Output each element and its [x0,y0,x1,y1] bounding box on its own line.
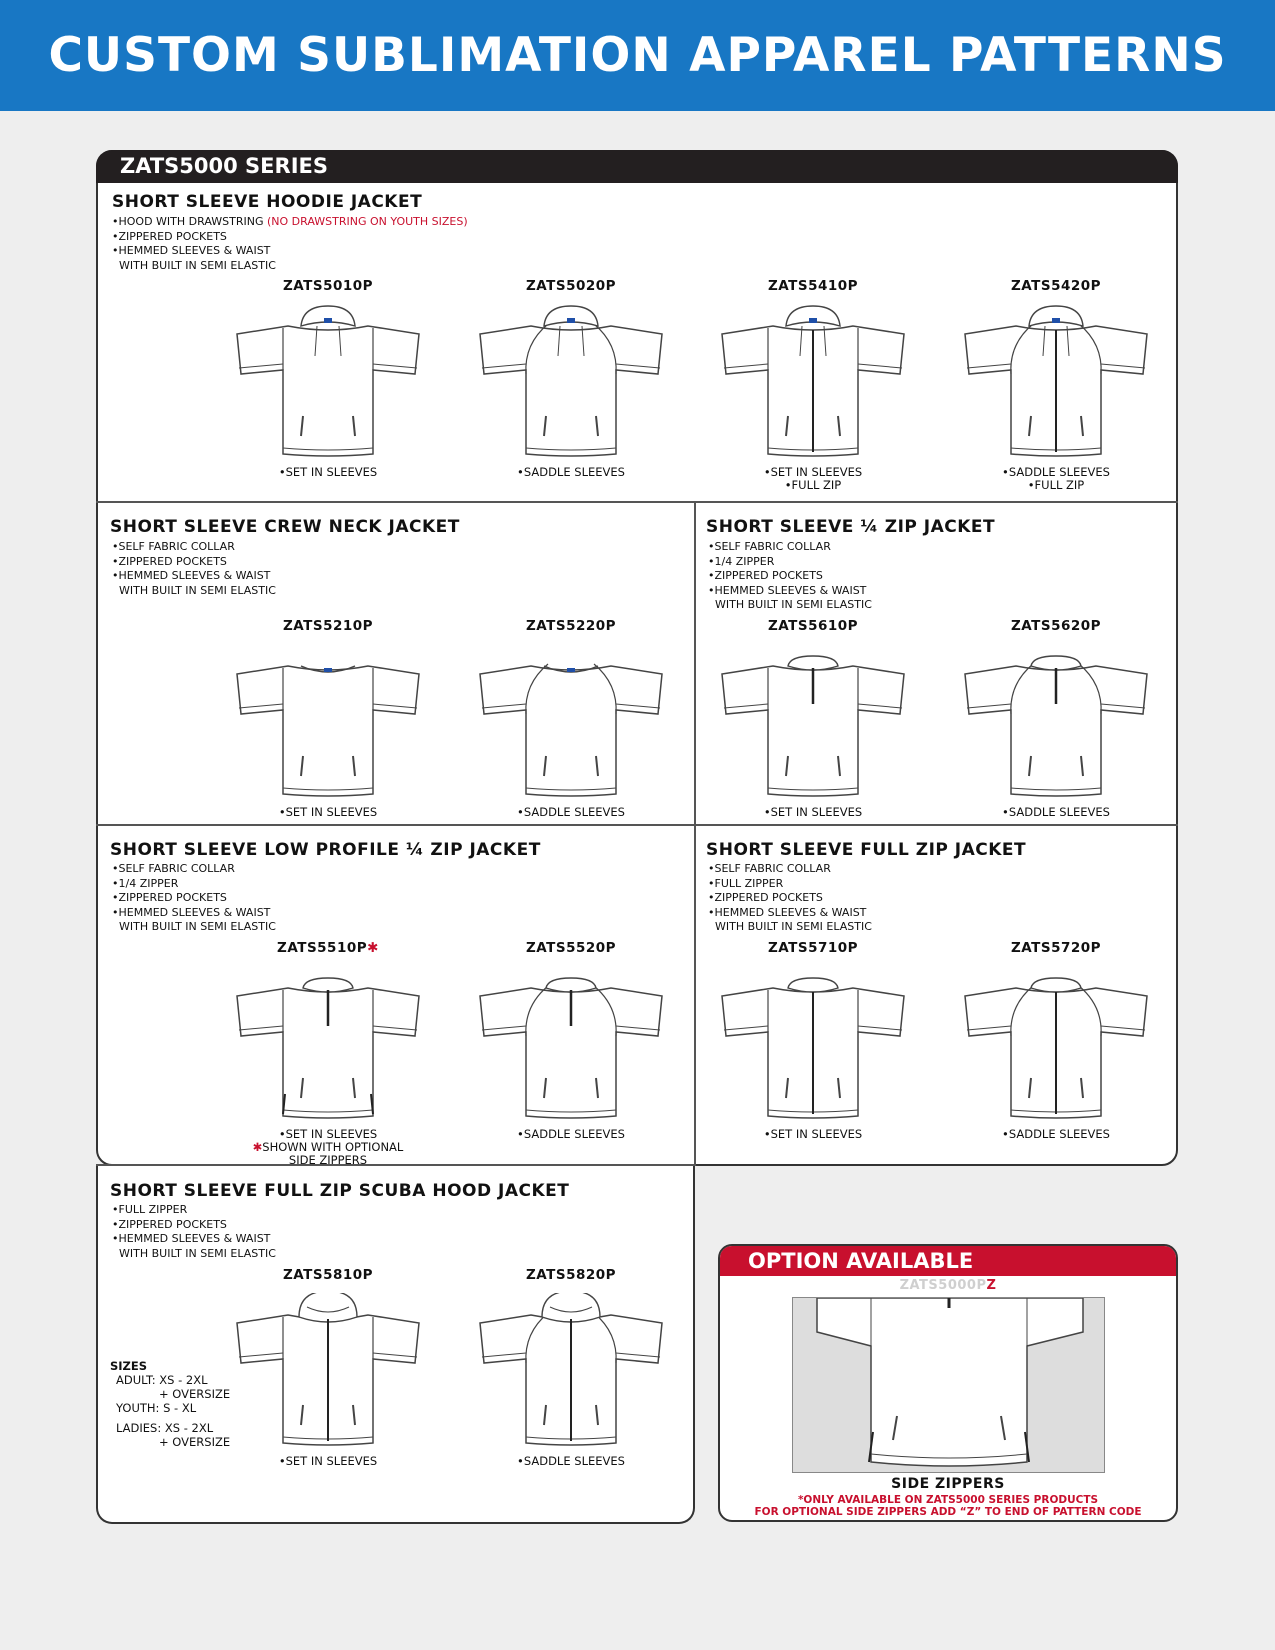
option-code: ZATS5000PZ [899,1278,997,1293]
garment-drawing [476,1293,666,1451]
product-code: ZATS5610P [767,618,859,634]
product-code: ZATS5620P [1010,618,1102,634]
garment-drawing [476,966,666,1124]
option-panel [718,1244,1178,1522]
garment-drawing [718,304,908,462]
stand-collar [788,656,838,670]
product-zats5410p[interactable] [713,278,913,492]
feature-item: • ZIPPERED POCKETS [112,891,276,906]
product-zats5010p[interactable] [228,278,428,479]
feature-item: • FULL ZIPPER [708,877,872,892]
product-zats5810p[interactable] [228,1267,428,1468]
product-caption: • SADDLE SLEEVES [471,466,671,479]
product-zats5420p[interactable] [956,278,1156,492]
asterisk-icon: ✱ [367,940,379,956]
product-zats5510p[interactable] [228,940,428,1167]
feature-item: • ZIPPERED POCKETS [708,891,872,906]
garment-drawing [476,644,666,802]
product-caption: • SADDLE SLEEVES [956,806,1156,819]
product-caption: • SET IN SLEEVES ✱SHOWN WITH OPTIONAL SIDE ZIPPERS [228,1128,428,1167]
product-zats5620p[interactable] [956,618,1156,819]
feature-item: • HEMMED SLEEVES & WAIST WITH BUILT IN SEMI ELASTIC [112,569,276,598]
feature-item: • HEMMED SLEEVES & WAIST WITH BUILT IN SEMI ELASTIC [112,906,276,935]
feature-list [708,540,872,613]
product-zats5020p[interactable] [471,278,671,479]
stand-collar [1031,656,1081,670]
section-title: SHORT SLEEVE FULL ZIP SCUBA HOOD JACKET [110,1181,570,1201]
feature-item: • HEMMED SLEEVES & WAIST WITH BUILT IN SEMI ELASTIC [112,244,468,273]
section-title: SHORT SLEEVE CREW NECK JACKET [110,517,460,537]
feature-item: • ZIPPERED POCKETS [112,555,276,570]
product-caption: • SET IN SLEEVES [228,806,428,819]
product-caption: • SADDLE SLEEVES [471,1455,671,1468]
garment-drawing [961,304,1151,462]
product-caption: • SADDLE SLEEVES • FULL ZIP [956,466,1156,492]
product-zats5520p[interactable] [471,940,671,1141]
product-zats5820p[interactable] [471,1267,671,1468]
sizes-block [110,1359,230,1449]
product-zats5610p[interactable] [713,618,913,819]
garment-closeup-drawing [793,1298,1105,1473]
feature-item: • HEMMED SLEEVES & WAIST WITH BUILT IN SEMI ELASTIC [112,1232,276,1261]
garment-drawing [233,966,423,1124]
stand-collar [788,978,838,992]
feature-item: • 1/4 ZIPPER [708,555,872,570]
garment-drawing [233,644,423,802]
product-code: ZATS5520P [525,940,617,956]
product-caption: • SADDLE SLEEVES [471,1128,671,1141]
product-caption: • SADDLE SLEEVES [471,806,671,819]
garment-drawing [233,1293,423,1451]
feature-list [708,862,872,935]
asterisk-icon: ✱ [252,1140,263,1154]
feature-list [112,215,468,273]
garment-outline [480,326,662,456]
logo-tag [324,668,332,672]
option-label: SIDE ZIPPERS [891,1476,1005,1492]
product-caption: • SET IN SLEEVES [228,1455,428,1468]
series-heading: ZATS5000 SERIES [96,150,1178,183]
feature-item: • SELF FABRIC COLLAR [708,862,872,877]
product-code: ZATS5210P [282,618,374,634]
side-zipper-closeup [792,1297,1105,1473]
feature-list [112,862,276,935]
section-title: SHORT SLEEVE FULL ZIP JACKET [706,840,1027,860]
logo-tag [567,668,575,672]
sizes-adult-extra: + OVERSIZE [159,1387,231,1401]
sizes-title: SIZES [110,1359,148,1373]
product-zats5720p[interactable] [956,940,1156,1141]
product-code: ZATS5720P [1010,940,1102,956]
garment-drawing [961,644,1151,802]
logo-tag [567,318,575,323]
product-code: ZATS5810P [282,1267,374,1283]
section-title: SHORT SLEEVE HOODIE JACKET [112,192,423,212]
option-note: *ONLY AVAILABLE ON ZATS5000 SERIES PRODUCTS FOR OPTIONAL SIDE ZIPPERS ADD “Z” TO END OF PATTERN CODE [754,1494,1142,1518]
product-caption: • SET IN SLEEVES [713,1128,913,1141]
garment-drawing [718,644,908,802]
divider [96,824,1178,826]
feature-list [112,540,276,598]
product-code: ZATS5410P [767,278,859,294]
feature-item: • FULL ZIPPER [112,1203,276,1218]
feature-item: • SELF FABRIC COLLAR [112,862,276,877]
product-caption: • SET IN SLEEVES • FULL ZIP [713,466,913,492]
stand-collar [1031,978,1081,992]
feature-item: • 1/4 ZIPPER [112,877,276,892]
product-code: ZATS5710P [767,940,859,956]
product-caption: • SET IN SLEEVES [228,466,428,479]
feature-item: • HOOD WITH DRAWSTRING (NO DRAWSTRING ON YOUTH SIZES) [112,215,468,230]
garment-outline [237,666,419,796]
feature-item: • ZIPPERED POCKETS [112,1218,276,1233]
feature-item: • HEMMED SLEEVES & WAIST WITH BUILT IN SEMI ELASTIC [708,584,872,613]
feature-item: • ZIPPERED POCKETS [708,569,872,584]
product-caption: • SADDLE SLEEVES [956,1128,1156,1141]
sizes-adult: ADULT: XS - 2XL [116,1373,208,1387]
sizes-ladies-extra: + OVERSIZE [159,1435,231,1449]
section-title: SHORT SLEEVE ¼ ZIP JACKET [706,517,996,537]
option-heading: OPTION AVAILABLE [720,1246,1176,1276]
product-code: ZATS5020P [525,278,617,294]
stand-collar [303,978,353,992]
feature-item: • ZIPPERED POCKETS [112,230,468,245]
product-zats5220p[interactable] [471,618,671,819]
sizes-youth: YOUTH: S - XL [116,1401,197,1415]
logo-tag [1052,318,1060,323]
garment-drawing [718,966,908,1124]
garment-outline [480,666,662,796]
garment-outline [817,1298,1083,1466]
section-title: SHORT SLEEVE LOW PROFILE ¼ ZIP JACKET [110,840,541,860]
product-code: ZATS5510P✱ [277,940,379,956]
logo-tag [809,318,817,323]
feature-note: (NO DRAWSTRING ON YOUTH SIZES) [266,215,468,228]
divider [694,501,696,1166]
header-banner [0,0,1275,111]
garment-drawing [961,966,1151,1124]
product-code: ZATS5010P [282,278,374,294]
feature-item: • HEMMED SLEEVES & WAIST WITH BUILT IN SEMI ELASTIC [708,906,872,935]
product-zats5210p[interactable] [228,618,428,819]
product-code: ZATS5820P [525,1267,617,1283]
product-code: ZATS5420P [1010,278,1102,294]
product-caption: • SET IN SLEEVES [713,806,913,819]
feature-item: • SELF FABRIC COLLAR [112,540,276,555]
garment-outline [237,326,419,456]
garment-drawing [233,304,423,462]
product-code: ZATS5220P [525,618,617,634]
page-title: CUSTOM SUBLIMATION APPAREL PATTERNS [48,28,1227,83]
stand-collar [546,978,596,992]
feature-list [112,1203,276,1261]
divider [96,501,1178,503]
sizes-ladies: LADIES: XS - 2XL [116,1421,214,1435]
feature-item: • SELF FABRIC COLLAR [708,540,872,555]
logo-tag [324,318,332,323]
product-zats5710p[interactable] [713,940,913,1141]
garment-drawing [476,304,666,462]
